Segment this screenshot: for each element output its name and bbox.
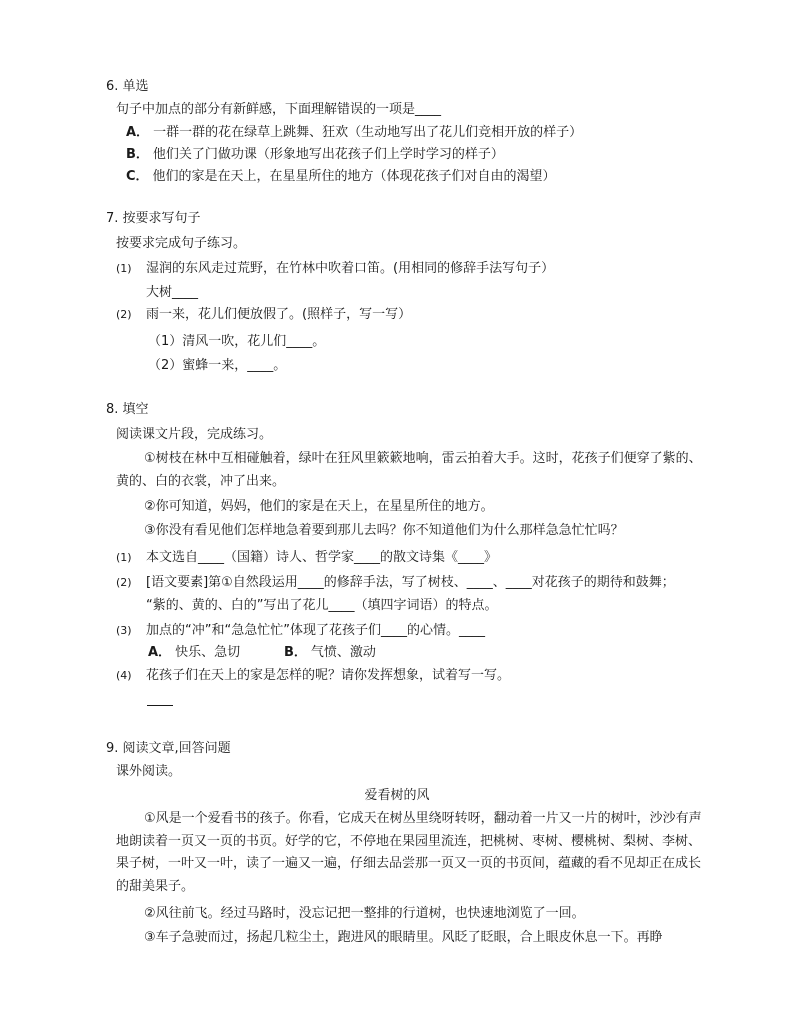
item-number: (1) xyxy=(116,262,132,275)
question-6-stem: 句子中加点的部分有新鲜感，下面理解错误的一项是____ xyxy=(116,102,442,117)
item-number: (2) xyxy=(116,576,132,589)
question-8-option-a[interactable] xyxy=(148,644,240,662)
question-6-option-b[interactable] xyxy=(126,146,504,164)
option-text: 一群一群的花在绿草上跳舞、狂欢（生动地写出了花儿们竞相开放的样子） xyxy=(153,125,583,140)
question-7-answer-2-2[interactable]: （2）蜜蜂一来，____。 xyxy=(148,358,287,373)
question-9-title: 9. 阅读文章,回答问题 xyxy=(106,741,231,756)
question-9-passage-3: ③车子急驶而过，扬起几粒尘土，跑进风的眼睛里。风眨了眨眼，合上眼皮休息一下。再睁 xyxy=(144,930,663,945)
item-number: (3) xyxy=(116,624,132,637)
option-letter: A． xyxy=(126,125,150,140)
item-number: (4) xyxy=(116,669,132,682)
question-8-option-b[interactable] xyxy=(284,644,376,662)
question-8-item-3 xyxy=(116,622,485,640)
question-6-option-c[interactable] xyxy=(126,168,556,186)
question-8-item-2-cont: “紫的、黄的、白的”写出了花儿____（填四字词语）的特点。 xyxy=(146,598,498,613)
question-6-title: 6. 单选 xyxy=(106,79,149,94)
option-text: 快乐、急切 xyxy=(175,645,241,660)
question-8-passage-1: ①树枝在林中互相碰触着，绿叶在狂风里簌簌地响，雷云拍着大手。这时，花孩子们便穿了紫的、黄的、白的衣裳，冲了出来。 xyxy=(116,451,702,489)
item-text: 本文选自____（国籍）诗人、哲学家____的散文诗集《____》 xyxy=(146,550,498,565)
option-text: 气愤、激动 xyxy=(310,645,376,660)
item-text: 湿润的东风走过荒野，在竹林中吹着口笛。(用相同的修辞手法写句子） xyxy=(146,261,555,276)
question-7-item-2 xyxy=(116,306,411,324)
item-text: 加点的“冲”和“急急忙忙”体现了花孩子们____的心情。____ xyxy=(146,623,485,638)
question-7-item-1 xyxy=(116,260,554,278)
question-6-option-a[interactable] xyxy=(126,124,582,142)
question-8-item-2 xyxy=(116,574,675,592)
question-8-passage-3: ③你没有看见他们怎样地急着要到那儿去吗？你不知道他们为什么那样急急忙忙吗？ xyxy=(144,523,624,538)
article-title: 爱看树的风 xyxy=(364,788,430,803)
option-letter: B． xyxy=(284,645,307,660)
question-8-passage-2: ②你可知道，妈妈，他们的家是在天上，在星星所住的地方。 xyxy=(144,499,494,514)
option-text: 他们的家是在天上，在星星所住的地方（体现花孩子们对自由的渴望） xyxy=(152,169,556,184)
question-7-title: 7. 按要求写句子 xyxy=(106,211,201,226)
question-9-passage-1: ①风是一个爱看书的孩子。你看，它成天在树丛里绕呀转呀，翻动着一片又一片的树叶，沙沙有声地朗读着一页又一页的书页。好学的它，不停地在果园里流连，把桃树、枣树、樱桃树、梨树、李树、果子树，一叶又一叶，读了一遍又一遍，仔细去品尝那一页又一页的书页间，蕴藏的看不见却正在成长的甜美果子。 xyxy=(116,811,702,894)
question-8-answer-blank[interactable] xyxy=(147,705,173,706)
item-text: 雨一来，花儿们便放假了。(照样子，写一写） xyxy=(146,307,412,322)
question-7-answer-1[interactable]: 大树____ xyxy=(146,285,199,300)
question-9-stem: 课外阅读。 xyxy=(116,764,182,779)
item-number: (1) xyxy=(116,551,132,564)
option-letter: C． xyxy=(126,169,149,184)
item-text: 花孩子们在天上的家是怎样的呢？请你发挥想象，试着写一写。 xyxy=(146,668,511,683)
item-number: (2) xyxy=(116,308,132,321)
option-letter: B． xyxy=(126,147,149,162)
question-8-item-4 xyxy=(116,667,510,685)
question-8-item-1 xyxy=(116,549,497,567)
question-8-stem: 阅读课文片段，完成练习。 xyxy=(116,427,273,442)
question-7-answer-2-1[interactable]: （1）清风一吹，花儿们____。 xyxy=(148,334,326,349)
option-text: 他们关了门做功课（形象地写出花孩子们上学时学习的样子） xyxy=(152,147,504,162)
question-8-title: 8. 填空 xyxy=(106,402,149,417)
question-9-passage-2: ②风往前飞。经过马路时，没忘记把一整排的行道树，也快速地浏览了一回。 xyxy=(144,906,585,921)
question-7-stem: 按要求完成句子练习。 xyxy=(116,236,247,251)
item-text: [语文要素]第①自然段运用____的修辞手法，写了树枝、____、____对花孩子的期待和鼓舞； xyxy=(146,575,675,590)
option-letter: A． xyxy=(148,645,172,660)
